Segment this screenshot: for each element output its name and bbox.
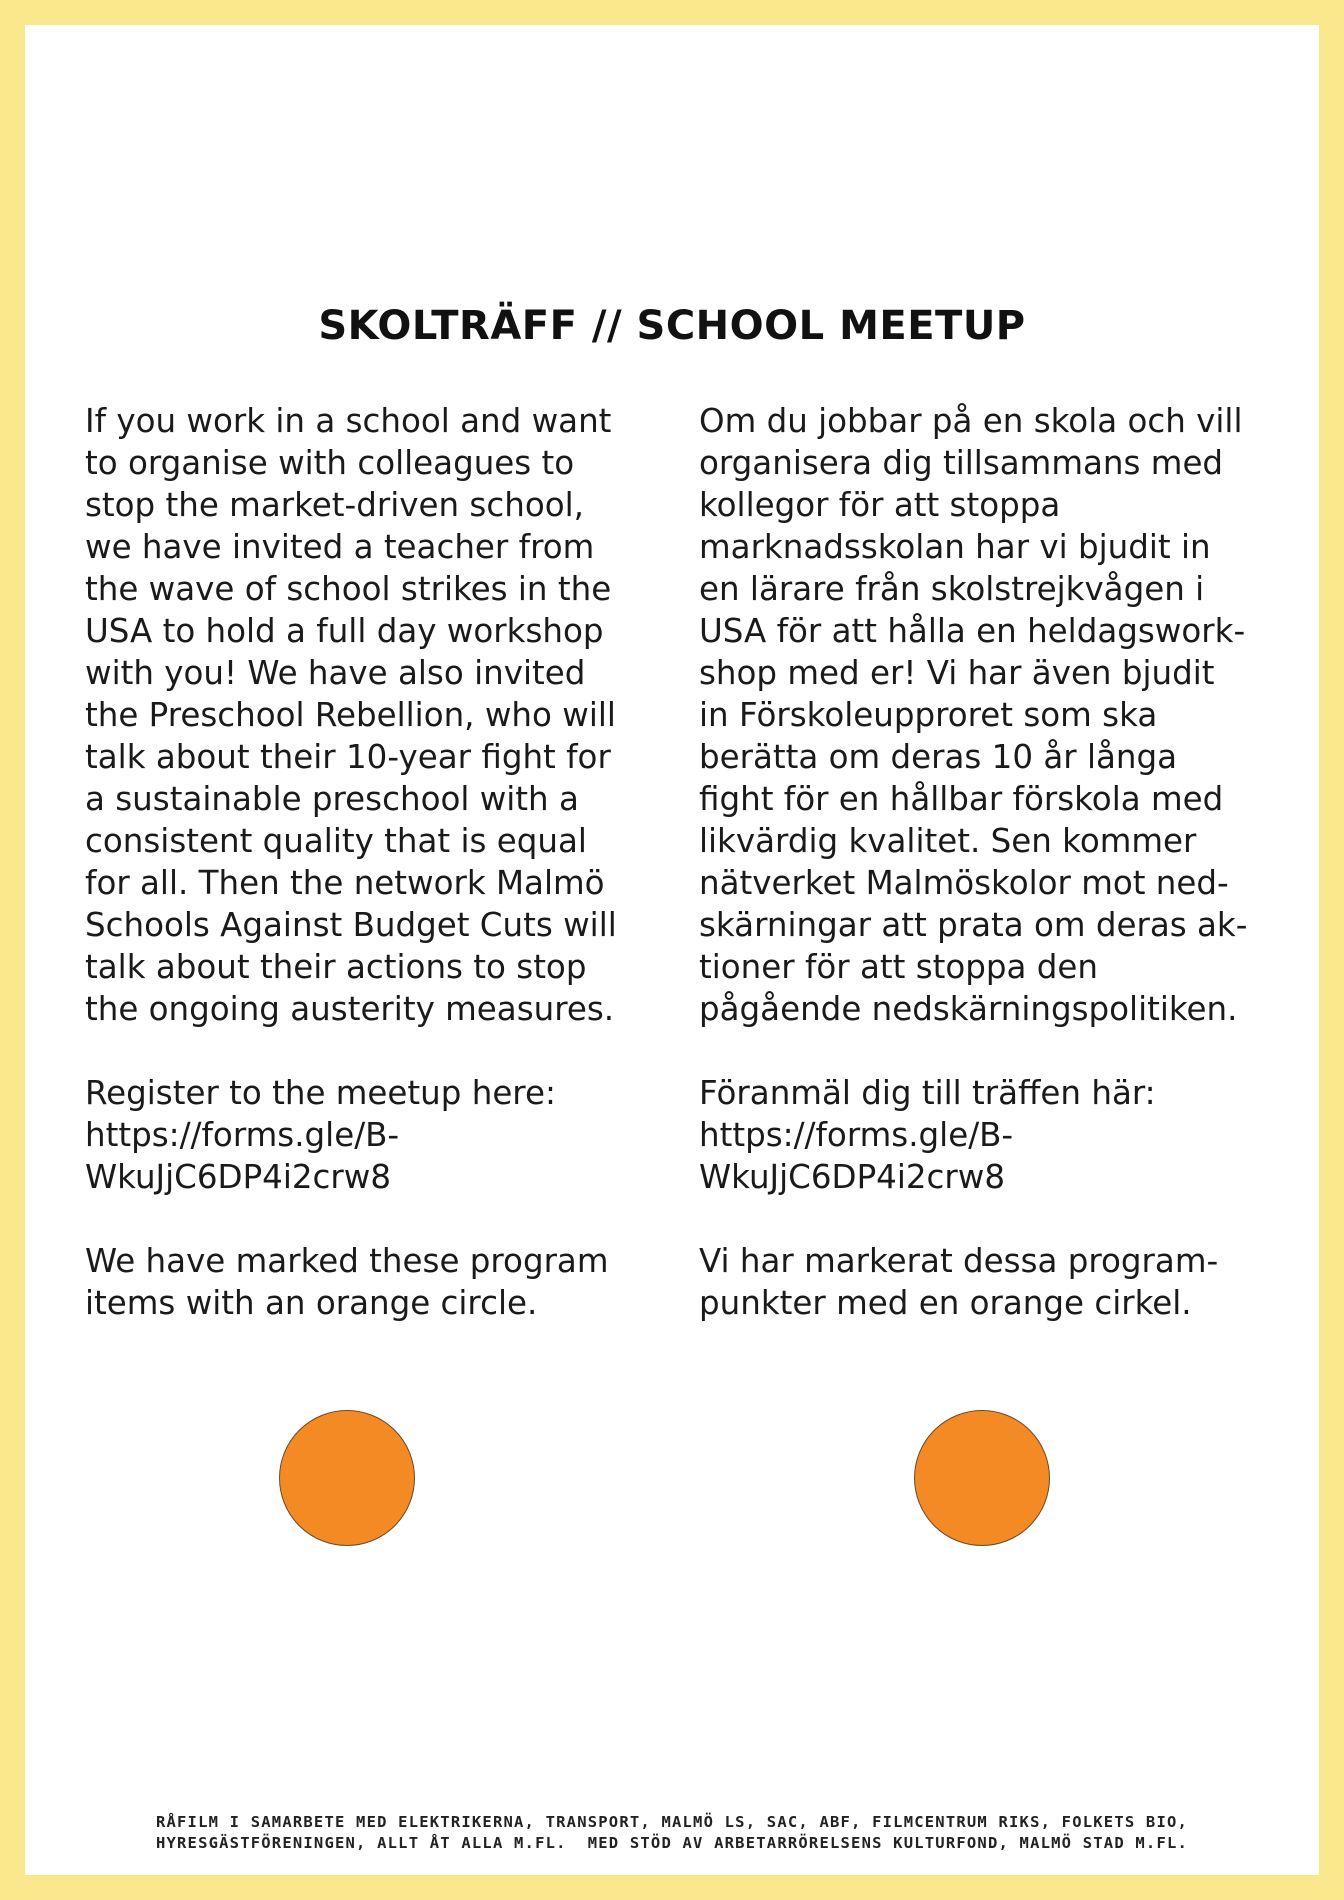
poster-page (25, 25, 1319, 1875)
footer-line-1: RÅFILM I SAMARBETE MED ELEKTRIKERNA, TRANSPORT, MALMÖ LS, SAC, ABF, FILMCENTRUM RIKS, FOLKETS BIO, (155, 1813, 1189, 1831)
english-intro-text: If you work in a school and want to organise with colleagues to stop the market-driven school, we have invited a teacher from the wave of school strikes in the USA to hold a full day workshop with you! We have also invited the Preschool Rebellion, who will talk about their 10-year fight for a sustainable preschool with a consistent quality that is equal for all. Then the network Malmö Schools Against Budget Cuts will talk about their actions to stop the ongoing austerity measures. (85, 402, 617, 1028)
english-marked-text: We have marked these program items with an orange circle. (85, 1242, 609, 1322)
swedish-marked-text: Vi har markerat dessa program- punkter med en orange cirkel. (699, 1242, 1219, 1322)
english-register-text: Register to the meetup here: https://forms.gle/B- WkuJjC6DP4i2crw8 (85, 1074, 556, 1196)
orange-circle-marker-swedish (914, 1410, 1050, 1546)
orange-circle-marker-english (279, 1410, 415, 1546)
swedish-intro-text: Om du jobbar på en skola och vill organisera dig tillsammans med kollegor för att stoppa marknadsskolan har vi bjudit in en lärare från skolstrejkvågen i USA för att hålla en heldagswork- shop med er! Vi har även bjudit in Förskoleupproret som ska berätta om deras 10 år långa fight för en hållbar förskola med likvärdig kvalitet. Sen kommer nätverket Malmöskolor mot ned- skärningar att prata om deras ak- tioner för att stoppa den pågående nedskärningspolitiken. (699, 402, 1248, 1028)
page-title: SKOLTRÄFF // SCHOOL MEETUP (318, 303, 1026, 349)
sponsor-footer (25, 1812, 1319, 1854)
footer-line-2: HYRESGÄSTFÖRENINGEN, ALLT ÅT ALLA M.FL. MED STÖD AV ARBETARRÖRELSENS KULTURFOND, MALMÖ STAD M.FL. (155, 1834, 1189, 1852)
swedish-column (699, 400, 1269, 1324)
swedish-register-text: Föranmäl dig till träffen här: https://forms.gle/B- WkuJjC6DP4i2crw8 (699, 1074, 1156, 1196)
english-column (85, 400, 655, 1324)
